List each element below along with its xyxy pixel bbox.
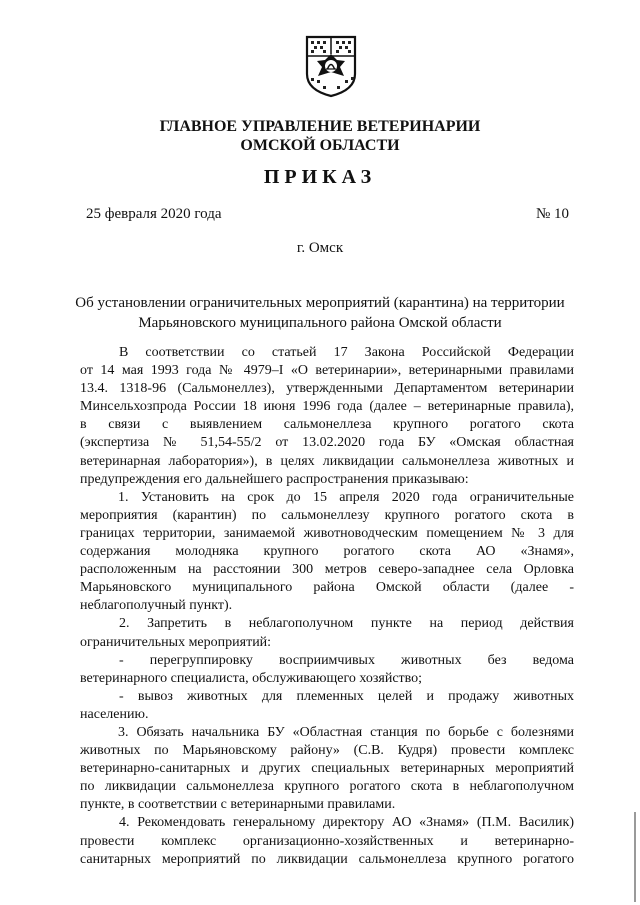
document-date: 25 февраля 2020 года [86,206,222,222]
body-line: Марьяновского муниципального района Омской области (далее - [80,580,574,596]
body-line: В соответствии со статьей 17 Закона Российской Федерации [119,345,574,360]
document-type-title: ПРИКАЗ [263,166,377,188]
body-line: 2. Запретить в неблагополучном пункте на период действия [119,616,574,632]
body-line: провести комплекс организационно-хозяйственных и ветеринарно- [80,833,574,849]
body-line: - вывоз животных для племенных целей и продажу животных [119,688,574,704]
body-line: предупреждения его дальнейшего распространения приказываю: [80,471,469,487]
body-line: населению. [80,706,149,722]
body-line: - перегруппировку восприимчивых животных без ведома [119,652,574,668]
body-line: 3. Обязать начальника БУ «Областная станция по борьбе с болезнями [118,724,574,740]
body-line: (экспертиза № 51,54-55/2 от 13.02.2020 года БУ «Омская областная [80,435,574,451]
organization-name-line-2: ОМСКОЙ ОБЛАСТИ [240,137,400,154]
body-line: неблагополучный пункт). [80,598,233,614]
body-line: 1. Установить на срок до 15 апреля 2020 года ограничительные [118,489,574,505]
body-line: по ликвидации сальмонеллеза крупного рогатого скота в неблагополучном [80,779,574,795]
body-line: 13.4. 1318-96 (Сальмонеллез), утвержденными Департаментом ветеринарии [80,381,574,397]
subject-line-1: Об установлении ограничительных мероприятий (карантина) на территории [75,295,565,311]
body-line: 4. Рекомендовать генеральному директору АО «Знамя» (П.М. Василик) [119,815,574,831]
omsk-region-coat-of-arms-icon [303,34,359,98]
body-line: от 14 мая 1993 года № 4979–I «О ветеринарии», ветеринарными правилами [80,363,574,379]
body-line: расположенным на расстоянии 300 метров северо-западнее села Орловка [80,562,574,578]
body-line: пункте, в соответствии с ветеринарными правилами. [80,797,396,813]
body-line: ветеринарного специалиста, обслуживающего хозяйство; [80,670,423,686]
document-city: г. Омск [296,240,344,256]
subject-line-2: Марьяновского муниципального района Омской области [138,315,502,331]
body-line: животных по Марьяновскому району» (С.В. Кудря) провести комплекс [80,743,574,759]
body-line: санитарных мероприятий по ликвидации сальмонеллеза крупного рогатого [80,851,574,867]
body-line: Минсельхозпрода России 18 июня 1996 года (далее – ветеринарные правила), [80,399,574,415]
order-body [80,344,574,869]
body-line: содержания молодняка крупного рогатого скота АО «Знамя», [80,544,574,560]
body-line: мероприятия (карантин) по сальмонеллезу крупного рогатого скота в [80,507,574,523]
body-line: ветеринарно-санитарных и других специальных ветеринарных мероприятий [80,761,574,777]
body-line: ограничительных мероприятий: [80,634,272,650]
body-line: границах территории, занимаемой животноводческим помещением № 3 для [80,525,574,541]
body-line: в связи с выявлением сальмонеллеза крупного рогатого скота [80,417,574,433]
organization-name-line-1: ГЛАВНОЕ УПРАВЛЕНИЕ ВЕТЕРИНАРИИ [159,118,481,135]
document-number: № 10 [535,206,569,222]
scan-edge-mark [634,812,636,902]
body-line: ветеринарная лаборатория»), в целях ликвидации сальмонеллеза животных и [80,453,574,469]
